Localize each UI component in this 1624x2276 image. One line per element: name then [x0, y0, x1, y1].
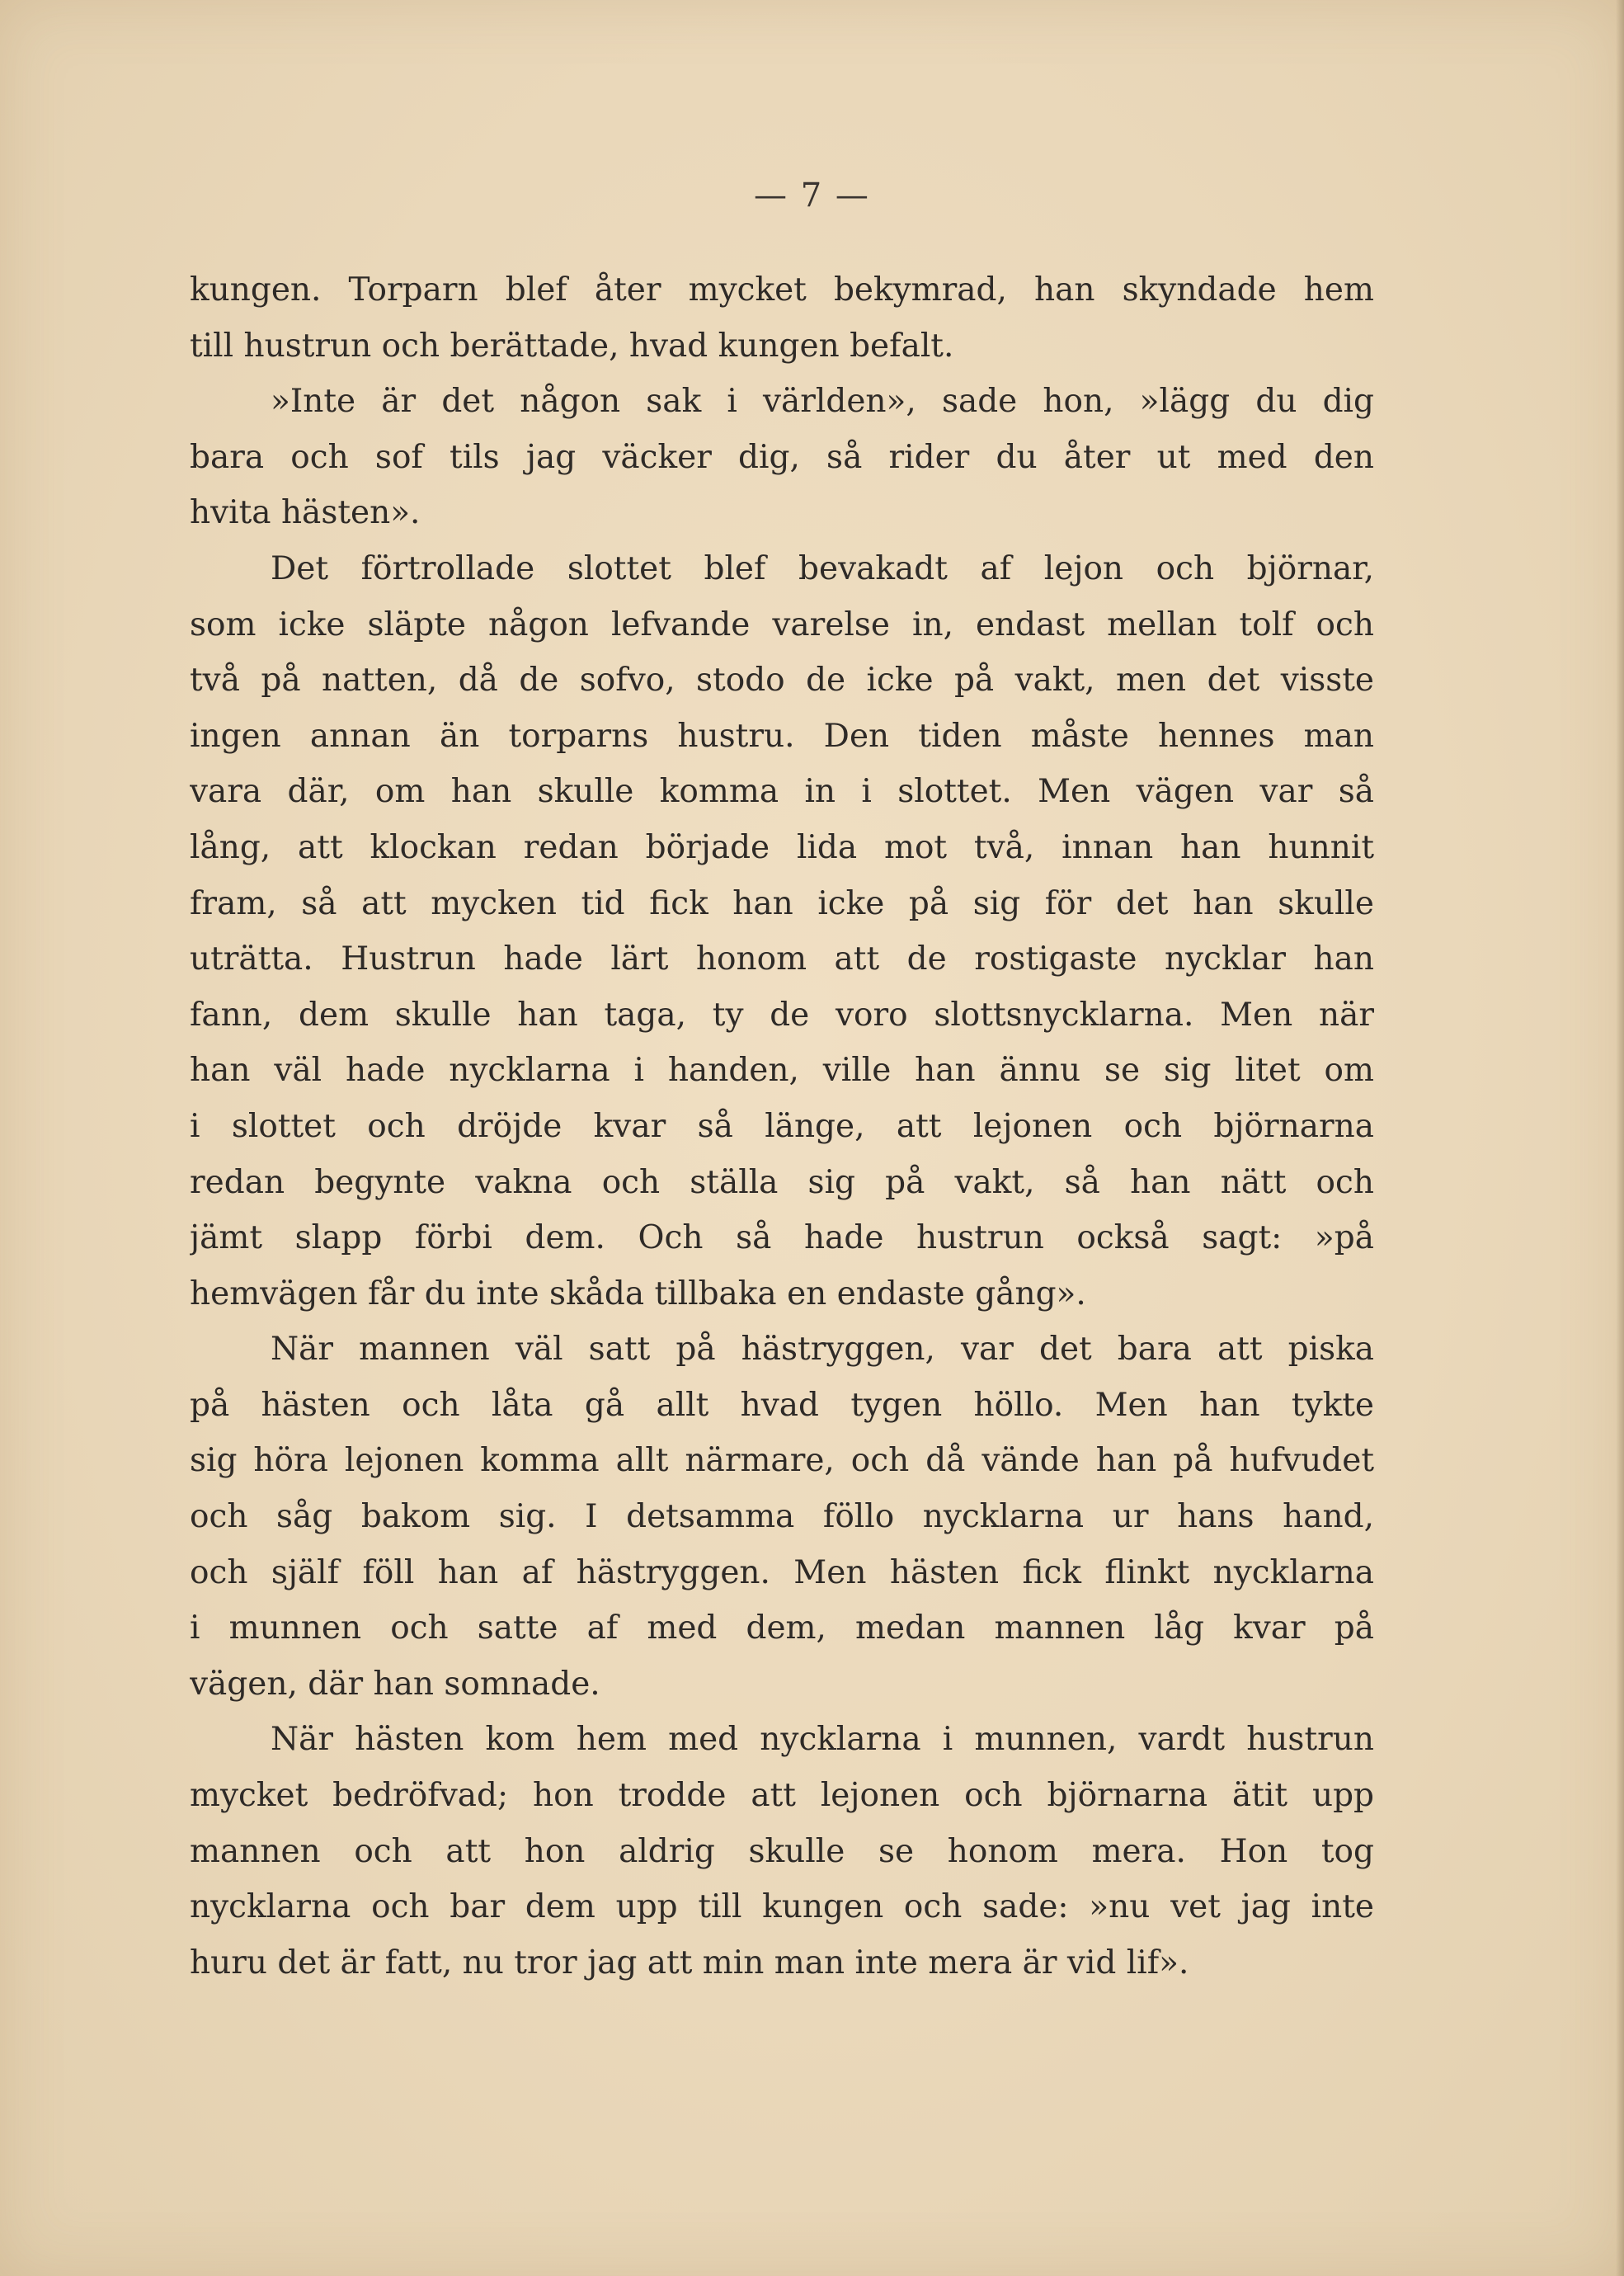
text-line: hemvägen får du inte skåda tillbaka en endaste gång». — [190, 1275, 1086, 1312]
text-line: nycklarna och bar dem upp till kungen och sade: »nu vet jag inte — [190, 1888, 1374, 1926]
text-line: ingen annan än torparns hustru. Den tiden måste hennes man — [190, 717, 1374, 755]
text-line: två på natten, då de sofvo, stodo de icke på vakt, men det visste — [190, 662, 1374, 700]
text-line: han väl hade nycklarna i handen, ville han ännu se sig litet om — [190, 1052, 1374, 1090]
text-line: på hästen och låta gå allt hvad tygen höllo. Men han tykte — [190, 1386, 1374, 1424]
page-number: — 7 — — [754, 177, 870, 214]
text-line: »Inte är det någon sak i världen», sade hon, »lägg du dig — [271, 383, 1374, 421]
text-line: sig höra lejonen komma allt närmare, och då vände han på hufvudet — [190, 1442, 1374, 1480]
text-line: och såg bakom sig. I detsamma föllo nycklarna ur hans hand, — [190, 1498, 1374, 1536]
text-line: När hästen kom hem med nycklarna i munnen, vardt hustrun — [271, 1721, 1374, 1759]
text-line: bara och sof tils jag väcker dig, så rider du åter ut med den — [190, 438, 1374, 476]
text-line: huru det är fatt, nu tror jag att min man inte mera är vid lif». — [190, 1944, 1189, 1981]
text-line: hvita hästen». — [190, 494, 421, 532]
text-line: i slottet och dröjde kvar så länge, att lejonen och björnarna — [190, 1107, 1374, 1145]
text-line: När mannen väl satt på hästryggen, var det bara att piska — [271, 1331, 1374, 1369]
text-line: mannen och att hon aldrig skulle se honom mera. Hon tog — [190, 1832, 1374, 1870]
text-line: vara där, om han skulle komma in i slottet. Men vägen var så — [190, 773, 1374, 811]
text-line: i munnen och satte af med dem, medan mannen låg kvar på — [190, 1609, 1374, 1647]
text-line: jämt slapp förbi dem. Och så hade hustrun också sagt: »på — [190, 1219, 1374, 1257]
text-line: uträtta. Hustrun hade lärt honom att de rostigaste nycklar han — [190, 940, 1374, 978]
text-line: redan begynte vakna och ställa sig på vakt, så han nätt och — [190, 1163, 1374, 1201]
text-line: mycket bedröfvad; hon trodde att lejonen och björnarna ätit upp — [190, 1777, 1374, 1815]
text-line: kungen. Torparn blef åter mycket bekymrad, han skyndade hem — [190, 271, 1374, 309]
text-line: som icke släpte någon lefvande varelse in, endast mellan tolf och — [190, 606, 1374, 643]
text-line: Det förtrollade slottet blef bevakadt af lejon och björnar, — [271, 549, 1374, 587]
text-line: vägen, där han somnade. — [190, 1665, 600, 1703]
text-line: och själf föll han af hästryggen. Men hästen fick flinkt nycklarna — [190, 1553, 1374, 1591]
text-line: till hustrun och berättade, hvad kungen befalt. — [190, 327, 954, 365]
text-line: lång, att klockan redan började lida mot två, innan han hunnit — [190, 828, 1374, 866]
text-line: fann, dem skulle han taga, ty de voro slottsnycklarna. Men när — [190, 996, 1374, 1034]
text-line: fram, så att mycken tid fick han icke på sig för det han skulle — [190, 884, 1374, 922]
page-body-text — [190, 262, 1374, 1991]
